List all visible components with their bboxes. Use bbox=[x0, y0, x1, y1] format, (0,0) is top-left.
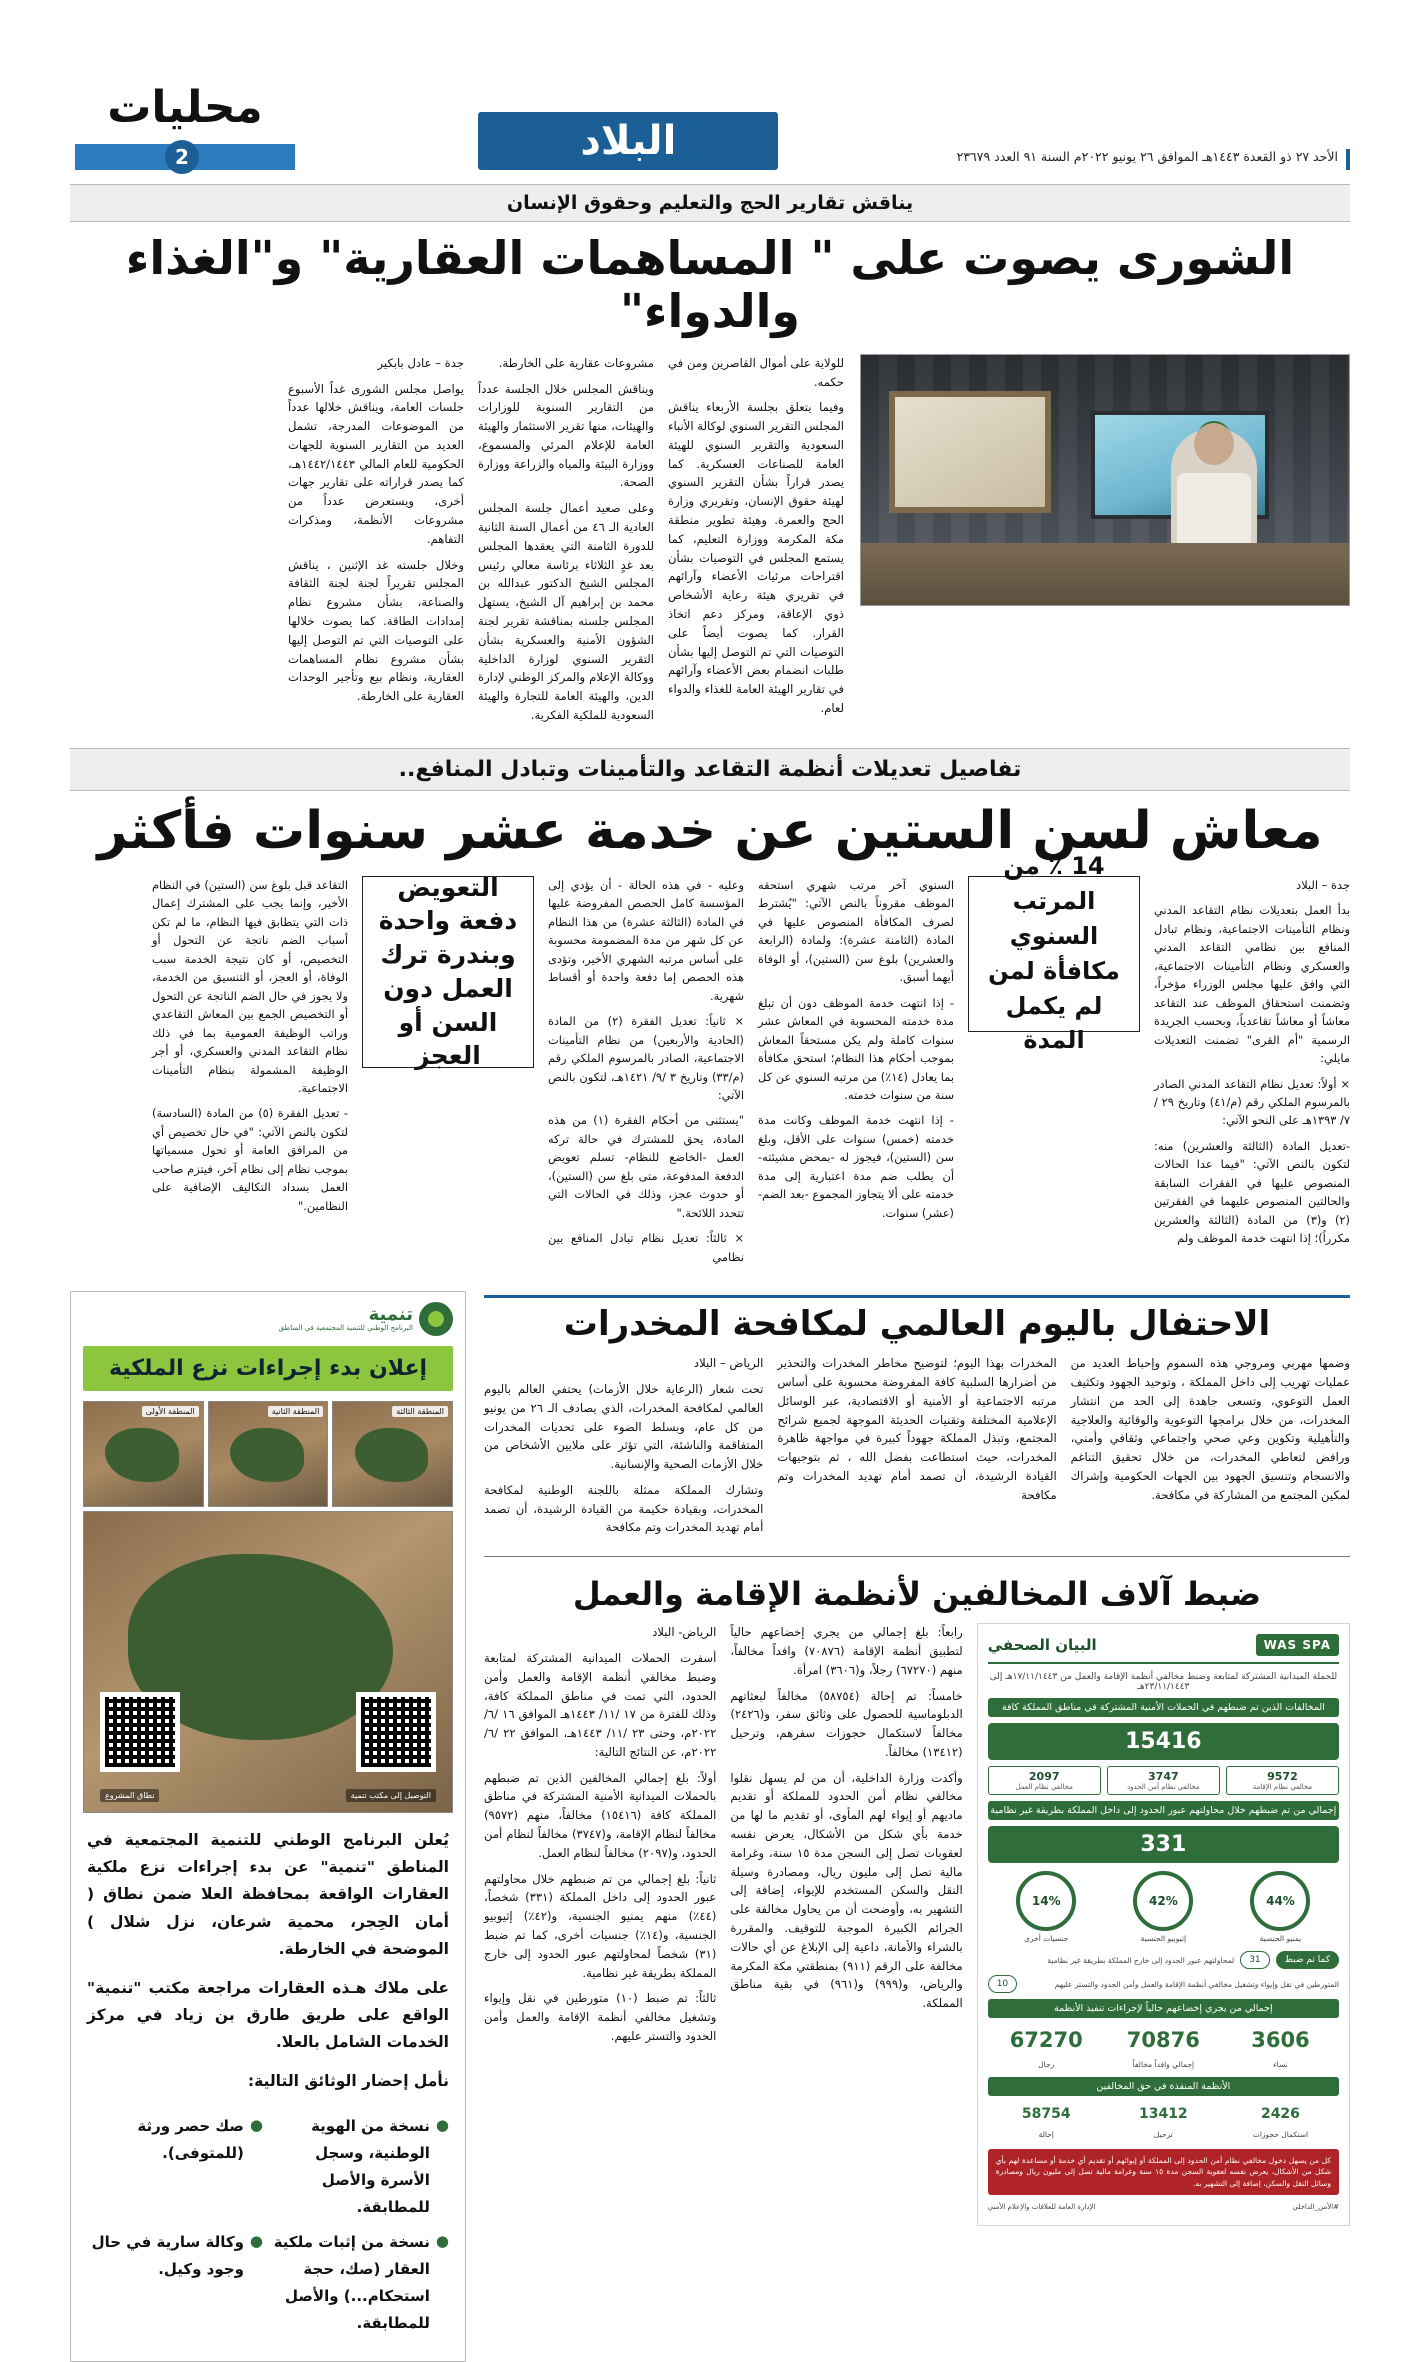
paragraph: أسفرت الحملات الميدانية المشتركة لمتابعة وضبط مخالفي أنظمة الإقامة والعمل وأمن الحدود، التي تمت في مناطق المملكة كافة، وذلك للفترة من ١٧ /١١/ ١٤٤٣هـ الموافق ١٦ /٦/ ٢٠٢٢م، وحتى ٢٣ /١١/ ١٤٤٣هـ، الموافق ٢٢ /٦/ ٢٠٢٢م، عن النتائج التالية: bbox=[484, 1651, 717, 1759]
zone-shape bbox=[105, 1428, 179, 1482]
circle-label: إثيوبيو الجنسية bbox=[1140, 1934, 1187, 1944]
paragraph: وعلى صعيد أعمال جلسة المجلس العادية الـ ٤٦ من أعمال السنة الثانية للدورة الثامنة التي يعقدها المجلس بعد غدٍ الثلاثاء برئاسة معالي رئيس المجلس الشيخ الدكتور عبدالله بن محمد بن إبراهيم آل الشيخ، يستهل المجلس جلسته بمناقشة تقرير لجنة الشؤون الأمنية والعسكرية بشأن التقرير السنوي لوزارة الداخلية ووكالة الإعلام والمركز الوطني لإدارة الدين، والهيئة العامة للتجارة والهيئة السعودية للملكية الفكرية. bbox=[478, 501, 654, 722]
ad-title: إعلان بدء إجراءات نزع الملكية bbox=[83, 1346, 453, 1391]
paragraph: مشروعات عقارية على الخارطة. bbox=[498, 355, 654, 370]
zone-shape bbox=[230, 1428, 304, 1482]
action-label: ترحيل bbox=[1153, 2130, 1173, 2140]
infographic-total: 15416 bbox=[988, 1723, 1339, 1760]
byline: الرياض – البلاد bbox=[693, 1356, 764, 1371]
lower-left-column bbox=[484, 1291, 1350, 2226]
paragraph: أولاً: بلغ إجمالي المخالفين الذين تم ضبطهم بالحملات الميدانية الأمنية المشتركة في مناطق المملكة كافة (١٥٤١٦) مخالفاً، منهم (٩٥٧٢) مخالفاً لنظام الإقامة، و(٣٧٤٧) مخالفاً لنظام أمن الحدود، و(٢٠٩٧) مخالفاً لنظام العمل. bbox=[484, 1770, 717, 1860]
paragraph: ويناقش المجلس خلال الجلسة عدداً من التقارير السنوية للوزارات والهيئات، منها تقرير الاستثمار والهيئة العامة للإعلام المرئي والمسموع، ووزارة البيئة والمياه والزراعة ووزارة الصحة. bbox=[478, 381, 654, 490]
zone-label: المنطقة الثالثة bbox=[392, 1406, 448, 1417]
person-garment bbox=[1177, 473, 1251, 549]
tanmia-mark-icon bbox=[419, 1302, 453, 1336]
paragraph: ثالثاً: تم ضبط (١٠) متورطين في نقل وإيواء وتشغيل مخالفي أنظمة الإقامة والعمل وأمن الحدود والتستر عليهم. bbox=[484, 1991, 717, 2043]
person-head bbox=[1194, 423, 1234, 465]
story1-col-1 bbox=[288, 354, 464, 732]
paragraph: يواصل مجلس الشورى غداً الأسبوع جلسات العامة، ويناقش خلالها عدداً من الموضوعات المدرجة، تشمل العديد من التقارير السنوية للجهات الحكومية للعام المالي ١٤٤٢/١٤٤٣هـ، كما يصدر قراراته على تقارير جهات أخرى، ويستعرض عدداً من مشروعات الأنظمة، ومذكرات التفاهم. bbox=[288, 381, 464, 546]
outbound-note: لمحاولتهم عبور الحدود إلى خارج المملكة بطريقة غير نظامية bbox=[1047, 1955, 1235, 1965]
action-value: 13412 bbox=[1138, 2106, 1188, 2123]
byline: جدة – البلاد bbox=[1296, 877, 1350, 892]
story2-col-b bbox=[548, 876, 744, 1273]
story2-body bbox=[70, 852, 1351, 1273]
wall-frame bbox=[889, 391, 1051, 513]
ad-text bbox=[71, 1813, 465, 2113]
bullet-icon: ● bbox=[435, 2232, 449, 2251]
list-item bbox=[273, 2113, 449, 2221]
byline: الرياض- البلاد bbox=[652, 1625, 717, 1640]
authority-label: الإدارة العامة للعلاقات والإعلام الأمني bbox=[987, 2202, 1096, 2211]
tanmia-name: تنمية bbox=[368, 1304, 413, 1326]
paragraph: - إذا انتهت خدمة الموظف وكانت مدة خدمته (خمس) سنوات على الأقل، وبلغ سن (الستين)، فيجوز له -بمحض مشيئته- أن يطلب ضم مدة اعتبارية إلى مدة خدمته على ألا يتجاوز المجموع -بعد الضم- (عشر) سنوات. bbox=[758, 1113, 954, 1220]
infographic-actions bbox=[988, 2106, 1339, 2141]
outbound-value: 31 bbox=[1240, 1951, 1269, 1969]
qr-code-left[interactable] bbox=[100, 1692, 180, 1772]
zone-label: المنطقة الأولى bbox=[142, 1406, 199, 1417]
stat bbox=[1105, 2028, 1222, 2071]
infographic-crossing-total: 331 bbox=[988, 1826, 1339, 1863]
stat-value: 70876 bbox=[1126, 2028, 1200, 2053]
story2-col-c bbox=[152, 876, 348, 1222]
infographic bbox=[977, 1623, 1350, 2226]
advertisement bbox=[70, 1291, 466, 2362]
drugs-body bbox=[484, 1354, 1350, 1544]
paragraph: التقاعد قبل بلوغ سن (الستين) في النظام الأخير، وإنما يجب على المشترك إعمال ذات التي يتطابق فيها النظام، ما لم تكن أسباب الضم ناتجة عن التحول أو التخصيص، أو كان نتيجة الخدمة سبب الوفاة، أو العجز، أو التنسيق من الخدمة، ولا يجوز في حال الضم الناتجة عن التحول أو التخصيص الجمع بين المعاش التقاعدي وراتب الوظيفة العمومية بما في ذلك نظام التقاعد المدني والعسكري، أو أجر الوظيفة المشمولة بنظام التأمينات الاجتماعية. bbox=[152, 877, 348, 1095]
circle-value: 14% bbox=[1016, 1871, 1076, 1931]
paragraph: للولاية على أموال القاصرين ومن في حكمه. bbox=[668, 355, 844, 389]
ad-zone-images bbox=[83, 1401, 453, 1507]
paragraph: × ثالثاً: تعديل نظام تبادل المنافع بين نظامي bbox=[548, 1231, 744, 1264]
newspaper-logo bbox=[300, 112, 957, 170]
story2-headline: معاش لسن الستين عن خدمة عشر سنوات فأكثر bbox=[97, 800, 1323, 861]
tanmia-logo bbox=[279, 1302, 453, 1336]
qr-code-right[interactable] bbox=[356, 1692, 436, 1772]
paragraph: × أولاً: تعديل نظام التقاعد المدني الصادر بالمرسوم الملكي رقم (م/٤١) وتاريخ ٢٩ /٧/ ١٣٩٣هـ على النحو الآتي: bbox=[1154, 1076, 1351, 1128]
person-figure bbox=[1171, 429, 1257, 549]
outbound-label: كما تم ضبط bbox=[1276, 1951, 1339, 1969]
chip bbox=[1226, 1766, 1339, 1795]
action-stat bbox=[1105, 2106, 1222, 2141]
story2-col-a bbox=[758, 876, 954, 1229]
paragraph: المخدرات بهذا اليوم؛ لتوضيح مخاطر المخدرات والتحذير من أضرارها السلبية كافة المفروضة محسوبة على أساس مرتبه الاجتماعية أو الأمنية أو الاقتصادية، عبر الوسائل الإعلامية المختلفة وتقنيات الحديثة الموجهة لجميع شرائح المجتمع، وتبذل المملكة جهوداً كبيرة في مواجهة ظاهرة المخدرات، حيث استطاعت بفضل الله ، ثم بتوجيهات القيادة الرشيدة، أن تصمد أمام تهديد المخدرات وتم مكافحة bbox=[777, 1356, 1057, 1502]
paragraph: بدأ العمل بتعديلات نظام التقاعد المدني ونظام التأمينات الاجتماعية، ونظام تبادل المنافع بين نظامي التقاعد المدني والعسكري ونظام التأمينات الاجتماعية، التي وافق عليها مجلس الوزراء مؤخراً، وتضمنت استحقاق الموظف عند التقاعد معاشاً أو معاشاً تقاعدياً، وبحسب الجريدة الرسمية "أم القرى" تضمنت التعديلات مايلي: bbox=[1154, 903, 1350, 1066]
ad-brand bbox=[71, 1292, 465, 1346]
chip-value: 9572 bbox=[1267, 1770, 1298, 1784]
infographic-title: البيان الصحفي bbox=[987, 1636, 1097, 1655]
zone-label: المنطقة الثانية bbox=[268, 1406, 324, 1417]
section-title: محليات bbox=[107, 82, 263, 133]
paragraph: نأمل إحضار الوثائق التالية: bbox=[247, 2072, 449, 2091]
doc-label: وكالة سارية في حال وجود وكيل. bbox=[91, 2233, 244, 2279]
harbor-value: 10 bbox=[988, 1975, 1017, 1993]
logo-text: البلاد bbox=[580, 118, 677, 164]
circle-stat bbox=[1015, 1871, 1077, 1943]
paragraph: وأكدت وزارة الداخلية، أن من لم يسهل نقلوا مخالفي نظام أمن الحدود للمملكة أو تقديم ماديهم أو إيواء لهم المأوى، أو تقديم ما لها من خدمة بأي شكل من الأشكال، يعرض نفسه لعقوبات تصل إلى السجن مدة ١٥ سنة، وغرامة مالية تصل إلى مليون ريال، ومصادرة وسيلة النقل والسكن المستخدم للإيواء، إضافة إلى التشهير به، وأوضحت أن من يحاول مخالفة على الجرائم الكبيرة الموجبة للتوقيف. والمقررة بالشراء والأمانة، داعية إلى الإبلاغ عن أي حالات مخالفة على الرقم (٩١١) بمنطقتي مكة المكرمة والرياض، و(٩٩٩) و(٩٦١) في بقية مناطق المملكة. bbox=[730, 1770, 963, 2011]
zone-shape bbox=[355, 1428, 429, 1482]
page-number: 2 bbox=[165, 140, 199, 174]
docs-row-1 bbox=[87, 2113, 449, 2229]
infographic-warning: كل من يسهل دخول مخالفي نظام أمن الحدود إلى المملكة أو إيوائهم أو تقديم أي خدمة أو مساعدة لهم بأي شكل من الأشكال، يعرض نفسه لعقوبة السجن مدة ١٥ سنة وغرامة مالية تصل إلى مليون ريال ومصادرة وسائل النقل والسكن، إضافة إلى التشهير به. bbox=[988, 2149, 1339, 2195]
paragraph: خامساً: تم إحالة (٥٨٧٥٤) مخالفاً لبعثاتهم الدبلوماسية للحصول على وثائق سفر، و(٢٤٢٦) مخالفاً لاستكمال حجوزات سفرهم، وترحيل (١٣٤١٢) مخالفاً. bbox=[730, 1688, 963, 1759]
chip bbox=[988, 1766, 1101, 1795]
list-item bbox=[273, 2229, 449, 2337]
circle-stat bbox=[1132, 1871, 1194, 1943]
story1-col-2 bbox=[478, 354, 654, 732]
circle-value: 44% bbox=[1250, 1871, 1310, 1931]
story1-col-3 bbox=[668, 354, 844, 732]
docs-row-2 bbox=[87, 2229, 449, 2345]
hashtag: #الأمن_الداخلي bbox=[1292, 2202, 1339, 2211]
bullet-icon: ● bbox=[249, 2232, 263, 2251]
drugs-col-3 bbox=[1071, 1354, 1350, 1544]
paragraph: ثانياً: بلغ إجمالي من تم ضبطهم خلال محاولتهم عبور الحدود إلى داخل المملكة (٣٣١) شخصاً، (٤٤٪) منهم يمنيو الجنسية، و(٤٢٪) إثيوبيو الجنسية، و(١٤٪) جنسيات أخرى، كما تم ضبط (٣١) شخصاً لمحاولتهم عبور الحدود إلى خارج المملكة بطريقة غير نظامية. bbox=[484, 1871, 717, 1980]
paragraph: × ثانياً: تعديل الفقرة (٢) من المادة (الحادية والأربعين) من نظام التأمينات الاجتماعية، الصادر بالمرسوم الملكي رقم (م/٣٣) وتاريخ ٣ /٩/ ١٤٢١هـ، لتكون بالنص الآتي: bbox=[548, 1014, 744, 1102]
infographic-outbound bbox=[988, 1951, 1339, 1969]
circle-label: جنسيات أخرى bbox=[1024, 1934, 1069, 1944]
paragraph: وعليه - في هذه الحالة - أن يؤدي إلى المؤسسة كامل الحصص المفروضة عليها في المادة (الثالثة عشرة) من هذا النظام عن كل شهر من مدة المضمومة محسوبة على أساس مرتبه الشهري الأخير، وتؤدى هذه الحصص إما دفعة واحدة أو أقساط شهرية. bbox=[548, 877, 744, 1003]
infographic-band-1: المخالفات الذين تم ضبطهم في الحملات الأمنية المشتركة في مناطق المملكة كافة bbox=[988, 1698, 1339, 1717]
stat bbox=[988, 2028, 1105, 2071]
residency-headline: ضبط آلاف المخالفين لأنظمة الإقامة والعمل bbox=[572, 1575, 1262, 1614]
story2-pullquote-2: 14 ٪ من المرتب السنوي مكافأة لمن لم يكمل المدة bbox=[968, 876, 1140, 1032]
infographic-stats bbox=[988, 2028, 1339, 2071]
list-item bbox=[87, 2229, 263, 2337]
desk bbox=[861, 543, 1349, 605]
harbor-label: المتورطين في نقل وإيواء وتشغيل مخالفي أنظمة الإقامة والعمل وأمن الحدود والتستر عليهم bbox=[1054, 1979, 1339, 1989]
qr-caption-right: التوصيل إلى مكتب تنمية bbox=[346, 1789, 436, 1802]
story1-headline: الشورى يصوت على " المساهمات العقارية" و"الغذاء والدواء" bbox=[125, 231, 1295, 338]
chip bbox=[1107, 1766, 1220, 1795]
paragraph: وضمها مهربي ومروجي هذه السموم وإحباط العديد من عمليات تهريب إلى داخل المملكة ، وتوحيد الجهود وتكثيف العمل التوعوي، وتسعى جاهدة إلى الحد من انتشار المخدرات، من خلال برامجها التوعوية والوقائية والعلاجية والتأهيلية وتكوين وعي صحي واجتماعي وثقافي وأمني، ورافض لتعاطي المخدرات، من خلال تحقيق التناغم والانسجام وتنسيق الجهود بين الجهات الحكومية وإشراك لمكين المجتمع من المشاركة في مكافحة. bbox=[1070, 1356, 1350, 1502]
paragraph: يُعلن البرنامج الوطني للتنمية المجتمعية في المناطق "تنمية" عن بدء إجراءات نزع ملكية العقارات الواقعة بمحافظة العلا ضمن نطاق ( أمان الحِجر، محمية شرعان، نزل شلال ) الموضحة في الخارطة. bbox=[87, 1831, 449, 1958]
story1-kicker: يناقش تقارير الحج والتعليم وحقوق الإنسان bbox=[70, 184, 1350, 222]
doc-label: نسخة من الهوية الوطنية، وسجل الأسرة والأصل للمطابقة. bbox=[311, 2117, 430, 2217]
masthead bbox=[70, 0, 1350, 170]
paragraph: رابعاً: بلغ إجمالي من يجري إخضاعهم حالياً لتطبيق أنظمة الإقامة (٧٠٨٧٦) وافداً مخالفاً، منهم (٦٧٢٧٠) رجلاً، و(٣٦٠٦) امرأة. bbox=[730, 1625, 963, 1677]
story2-col-right bbox=[1154, 876, 1350, 1255]
residency-body bbox=[484, 1623, 1350, 2226]
infographic-circles bbox=[988, 1871, 1339, 1943]
issue-line: الأحد ٢٧ ذو القعدة ١٤٤٣هـ الموافق ٢٦ يونيو ٢٠٢٢م السنة ٩١ العدد ٢٣٦٧٩ bbox=[957, 149, 1350, 170]
story1-columns bbox=[70, 354, 844, 732]
paragraph: وخلال جلسته غد الإثنين ، يناقش المجلس تقريراً لجنة لجنة الثقافة والصناعة، بشأن مشروع نظام إمدادات الطاقة. كما يصوت خلالها على التوصيات التي تم التوصل إليها بشأن مشروع نظام المساهمات العقارية، ونظام بيع وتأجير الوحدات العقارية على الخارطة. bbox=[288, 557, 464, 704]
doc-label: صك حصر ورثة (للمتوفى). bbox=[137, 2117, 244, 2163]
paragraph: تحت شعار (الرعاية خلال الأزمات) يحتفي العالم باليوم العالمي لمكافحة المخدرات، الذي يصادف الـ ٢٦ من يونيو من كل عام، وبسلط الضوء على تحديات المخدرات المتفاقمة والناشئة، التي تؤثر على ملايين الأشخاص من خلال الأزمات الصحية والإنسانية. bbox=[484, 1381, 764, 1472]
chip-label: مخالفي نظام الإقامة bbox=[1252, 1783, 1313, 1792]
action-stat bbox=[988, 2106, 1105, 2141]
infographic-footer bbox=[988, 2203, 1339, 2211]
drugs-col-1 bbox=[484, 1354, 763, 1544]
zone-image-2 bbox=[208, 1401, 329, 1507]
byline: جدة – عادل بابكير bbox=[377, 355, 464, 370]
paragraph: - تعديل الفقرة (٥) من المادة (السادسة) لتكون بالنص الآتي: "في حال تخصيص أي من المرافق العامة أو تحول مسمياتها بموجب نظام إلى نظام آخر، فيتزم صاحب العمل بسداد التكاليف الإضافية على النظامين." bbox=[152, 1106, 348, 1213]
story2-banner: تفاصيل تعديلات أنظمة التقاعد والتأمينات وتبادل المنافع.. bbox=[70, 748, 1350, 791]
stat-label: إجمالي وافداً مخالفاً bbox=[1132, 2060, 1195, 2070]
zone-image-3 bbox=[332, 1401, 453, 1507]
tanmia-sub: البرنامج الوطني للتنمية المجتمعية في المناطق bbox=[278, 1324, 413, 1333]
action-value: 2426 bbox=[1260, 2106, 1300, 2123]
infographic-subtitle: للحملة الميدانية المشتركة لمتابعة وضبط مخالفي أنظمة الإقامة والعمل من ١٧/١١/١٤٤٣هـ إلى ٢٣/١١/١٤٤٣هـ bbox=[989, 1672, 1338, 1693]
chip-label: مخالفي نظام العمل bbox=[1015, 1783, 1073, 1792]
residency-col-1 bbox=[484, 1623, 716, 2052]
stat-value: 3606 bbox=[1251, 2028, 1310, 2053]
residency-col-2 bbox=[730, 1623, 962, 2020]
paragraph: وتشارك المملكة ممثلة باللجنة الوطنية لمكافحة المخدرات، وبقيادة حكيمة من القيادة الرشيدة، أن تصمد أمام تهديد المخدرات وتم مكافحة bbox=[484, 1482, 764, 1535]
circle-stat bbox=[1249, 1871, 1311, 1943]
section-bar bbox=[75, 144, 295, 170]
stat-label: رجال bbox=[1038, 2060, 1055, 2070]
action-stat bbox=[1222, 2106, 1339, 2141]
stat bbox=[1222, 2028, 1339, 2071]
list-item bbox=[87, 2113, 263, 2221]
paragraph: على ملاك هـذه العقارات مراجعة مكتب "تنمية" الواقع على طريق طارق بن زياد في مركز الخدمات الشامل بالعلا. bbox=[87, 1978, 449, 2052]
story1-photo bbox=[860, 354, 1350, 606]
section-header bbox=[70, 82, 300, 170]
paragraph: - إذا انتهت خدمة الموظف دون أن تبلغ مدة خدمته المحسوبة في المعاش عشر سنوات كاملة ولم يكن مستحقاً المعاش بموجب أحكام هذا النظام؛ استحق مكافأة بما يعادل (١٤٪) من مرتبه السنوي عن كل سنة من سنوات خدمته. bbox=[758, 995, 954, 1102]
circle-value: 42% bbox=[1133, 1871, 1193, 1931]
lower-section bbox=[70, 1291, 1350, 2362]
logo-box bbox=[478, 112, 778, 170]
paragraph: وفيما يتعلق بجلسة الأربعاء يناقش المجلس التقرير السنوي لوكالة الأنباء السعودية والتقرير السنوي للهيئة العامة للصناعات العسكرية. كما يصدر قراراً بشأن التقرير السنوي لهيئة حقوق الإنسان، وتقريري وزارة الحج والعمرة. وهيئة تطوير منطقة مكة المكرمة ووزارة التعليم، كما يستمع المجلس في التوصيات بشأن اقتراحات مرئيات الأعضاء وآرائهم في تقريري هيئة رعاية الأشخاص ذوي الإعاقة، ومركز دعم اتخاذ القرار. كما يصوت أيضاً على التوصيات التي تم التوصل إليها بشأن طلبات انضمام بعض الأعضاء وآرائهم في تقارير الهيئة العامة للغذاء والدواء لعام. bbox=[668, 400, 844, 715]
infographic-harbor bbox=[988, 1975, 1339, 1993]
spa-logo: WAS SPA bbox=[1256, 1634, 1339, 1656]
action-value: 58754 bbox=[1021, 2106, 1071, 2123]
circle-label: يمنيو الجنسية bbox=[1259, 1934, 1302, 1944]
action-label: استكمال حجوزات bbox=[1252, 2130, 1309, 2140]
action-label: إحالة bbox=[1038, 2130, 1054, 2140]
paragraph: "يستثنى من أحكام الفقرة (١) من هذه المادة، يحق للمشترك في حالة تركه العمل -الخاضع للنظام- تسلم تعويض الدفعة المدفوعة، متى بلغ سن (الستين)، أو حدوث عجز، وذلك في الحالات التي تتحدد اللائحة." bbox=[548, 1113, 744, 1220]
stat-value: 67270 bbox=[1009, 2028, 1083, 2053]
paragraph: السنوي آخر مرتب شهري استحقه الموظف مقروناً بالنص الآتي: "يُشترط لصرف المكافأة المنصوص عليها في المادة (الثامنة عشرة): ولمادة (الرابعة والعشرين) بلوغ سن (الستين)، أو الوفاة أيهما أسبق. bbox=[758, 877, 954, 985]
infographic-band-2: إجمالي من تم ضبطهم خلال محاولتهم عبور الحدود إلى داخل المملكة بطريقة غير نظامية bbox=[988, 1801, 1339, 1820]
drugs-col-2 bbox=[777, 1354, 1056, 1544]
infographic-header bbox=[988, 1634, 1339, 1664]
story2-pullquote-1: التعويض دفعة واحدة وبندرة ترك العمل دون السن أو العجز bbox=[362, 876, 534, 1068]
bullet-icon: ● bbox=[249, 2116, 263, 2135]
infographic-apply-band: إجمالي من يجري إخضاعهم حالياً لإجراءات تنفيذ الأنظمة bbox=[988, 1999, 1339, 2018]
infographic-chips bbox=[988, 1766, 1339, 1795]
chip-value: 2097 bbox=[1028, 1770, 1060, 1784]
infographic-actions-band: الأنظمة المنفذة في حق المخالفين bbox=[988, 2077, 1339, 2096]
chip-value: 3747 bbox=[1148, 1770, 1179, 1784]
story1-body bbox=[70, 354, 1350, 732]
doc-label: نسخة من إثبات ملكية العقار (صك، حجة استحكام...) والأصل للمطابقة. bbox=[273, 2233, 430, 2333]
ad-main-map bbox=[83, 1511, 453, 1813]
chip-label: مخالفي نظام أمن الحدود bbox=[1127, 1783, 1200, 1792]
tanmia-text bbox=[279, 1305, 413, 1332]
stat-label: نساء bbox=[1273, 2060, 1288, 2070]
zone-image-1 bbox=[83, 1401, 204, 1507]
ad-documents-list bbox=[71, 2113, 465, 2361]
drugs-headline: الاحتفال باليوم العالمي لمكافحة المخدرات bbox=[563, 1304, 1271, 1345]
bullet-icon: ● bbox=[435, 2116, 449, 2135]
paragraph: -تعديل المادة (الثالثة والعشرين) منه: لتكون بالنص الآتي: "فيما عدا الحالات المنصوص عليها في الفقرات السابقة والحالتين المنصوص عليهما في الفقرتين (٢) و(٣) من المادة (الثالثة والعشرين مكرراً)؛ إذا انتهت خدمة الموظف ولم bbox=[1154, 1138, 1350, 1246]
qr-caption-left: نطاق المشروع bbox=[100, 1789, 159, 1802]
